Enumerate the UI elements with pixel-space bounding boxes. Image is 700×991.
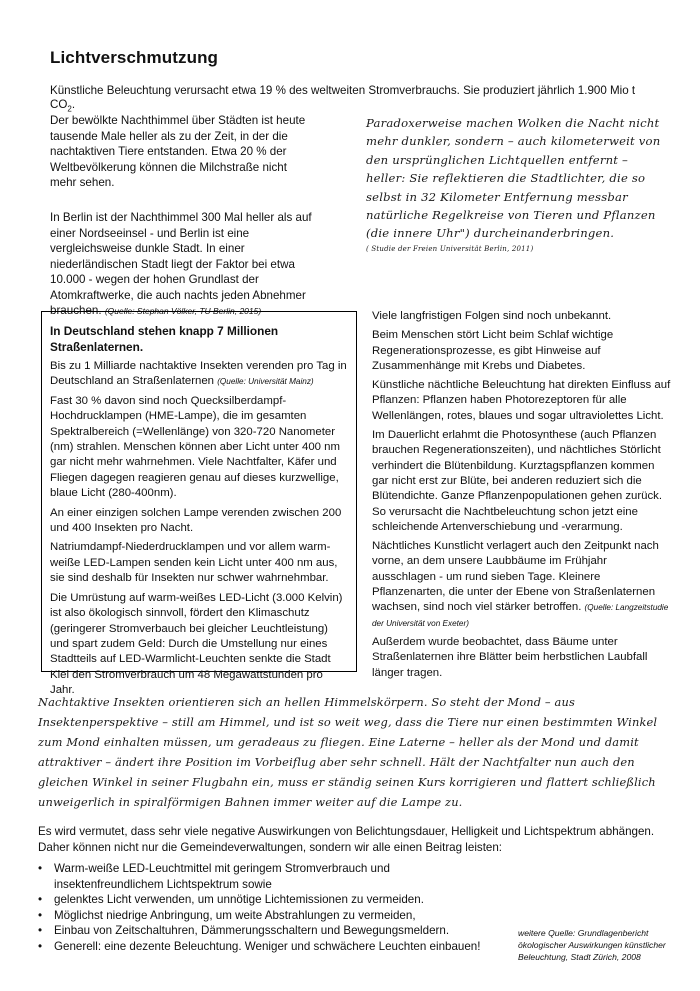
info-box-paragraph-1-text: Bis zu 1 Milliarde nachtaktive Insekten verenden pro Tag in Deutschland an Straßenlaternen [50,360,347,388]
list-item: • Generell: eine dezente Beleuchtung. Weniger und schwächere Leuchten einbauen! [38,939,498,955]
info-box-paragraph-4: Natriumdampf-Niederdrucklampen und vor allem warm-weiße LED-Lampen senden kein Licht unter 400 nm aus, sie sind deshalb für Insekten nur schwer wahrnehmbar. [50,541,338,585]
list-item: • gelenktes Licht verwenden, um unnötige Lichtemissionen zu vermeiden. [38,892,498,908]
right-paragraph-5 [372,539,672,631]
handwritten-quote-text: Paradoxerweise machen Wolken die Nacht nicht mehr dunkler, sondern – auch kilometerweit von den ursprünglichen Lichtquellen entfernt – heller: Sie reflektieren die Stadtlichter, die so selbst in 32 Kilometer Entfernung messbar natürliche Regelkreise von Tieren und Pflanzen (die innere Uhr") durcheinanderbringen. [366,116,661,241]
list-item: • Möglichst niedrige Anbringung, um weite Abstrahlungen zu vermeiden, [38,908,498,924]
info-box-paragraph-5: Die Umrüstung auf warm-weißes LED-Licht (3.000 Kelvin) ist also ökologisch sinnvoll, fördert den Klimaschutz (geringerer Stromverbauch bei gleicher Leuchtleistung) und spart zudem Geld: Durch die Umstellung nur eines Stadtteils auf LED-Warmlicht-Leuchten senkte die Stadt Kiel den Stromverbrauch um 48 Megawattstunden pro Jahr. [50,591,343,697]
right-paragraph-4: Im Dauerlicht erlahmt die Photosynthese (auch Pflanzen brauchen Regenerationszeiten), und nächtliches Störlicht verhindert die Blütenbildung. Kurztagspflanzen kommen gar nicht erst zur Blüte, bei anderen reduziert sich die Blütendichte. Ganze Pflanzenpopulationen gehen zurück. So verursacht die Nachtbeleuchtung schon jetzt eine schleichende Artenverschiebung und -verarmung. [372,429,663,533]
info-box-paragraph-1 [50,359,350,390]
source-citation: (Quelle: Universität Mainz) [217,377,314,387]
source-citation: (Quelle: Stephan Völker, TU Berlin, 2015) [104,306,262,316]
handwritten-quote-insects: Nachtaktive Insekten orientieren sich an hellen Himmelskörpern. So steht der Mond – aus Insektenperspektive – still am Himmel, und ist so weit weg, dass die Tiere nur einen bestimmten Winkel zum Mond einhalten müssen, um geradeaus zu fliegen. Eine Laterne – heller als der Mond und damit attraktiver – ändert ihre Position im Vorbeiflug aber sehr schnell. Hält der Nachtfalter nun auch den gleichen Winkel in seiner Flugbahn ein, muss er ständig seinen Kurs korrigieren und flattert schließlich unweigerlich in spiralförmigen Bahnen immer weiter auf die Lampe zu. [38,695,658,809]
info-box-paragraph-3: An einer einzigen solchen Lampe verenden zwischen 200 und 400 Insekten pro Nacht. [50,506,342,535]
right-paragraph-2: Beim Menschen stört Licht beim Schlaf wichtige Regenerationsprozesse, es gibt Hinweise auf Zusammenhänge mit Krebs und Diabetes. [372,329,614,372]
intro-end: . [71,98,76,111]
handwritten-quote-right [366,114,666,254]
further-reference: weitere Quelle: Grundlagenbericht ökologischer Auswirkungen künstlicher Beleuchtung, Stadt Zürich, 2008 [518,928,666,962]
intro-subscript: 2 [67,104,72,114]
info-box-streetlights [41,311,357,697]
info-box-paragraph-2: Fast 30 % davon sind noch Quecksilberdampf-Hochdrucklampen (HME-Lampe), die im gesamten Spektralbereich (=Wellenlänge) von 320-720 Nanometer (nm) strahlen. Menschen können aber Licht unter 400 nm gar nicht mehr wahrnehmen. Viele Nachtfalter, Käfer und Fliegen dagegen reagieren genau auf dieses kurzwellige, blaue Licht (280-400nm). [50,394,340,500]
right-paragraph-5-text: Nächtliches Kunstlicht verlagert auch den Zeitpunkt nach vorne, an dem unsere Laubbäume im Frühjahr ausschlagen - um rund sieben Tage. Kleinere Pflanzenarten, die unter der Ebene von Straßenlaternen wachsen, sind noch viel stärker betroffen. [372,540,659,614]
right-column [372,309,672,685]
list-item: • Warm-weiße LED-Leuchtmittel mit geringem Stromverbrauch und insektenfreundlichem Lichtspektrum sowie [38,861,498,892]
conclusion-paragraph: Es wird vermutet, dass sehr viele negative Auswirkungen von Belichtungsdauer, Helligkeit und Lichtspektrum abhängen. Daher können nicht nur die Gemeindeverwaltungen, sondern wir alle einen Beitrag leisten: [38,825,655,854]
page-title: Lichtverschmutzung [50,48,219,67]
source-citation: (Quelle: Langzeitstudie der Universität von Exeter) [372,603,669,628]
list-item: • Einbau von Zeitschaltuhren, Dämmerungsschaltern und Bewegungsmeldern. [38,923,498,939]
intro-text: Künstliche Beleuchtung verursacht etwa 19 % des weltweiten Stromverbrauchs. Sie produziert jährlich 1.900 Mio t CO [50,84,636,111]
right-paragraph-1: Viele langfristigen Folgen sind noch unbekannt. [372,310,612,322]
left-paragraph-2 [50,210,315,320]
handwritten-quote-note: ( Studie der Freien Universität Berlin, 2011) [366,244,534,253]
right-paragraph-3: Künstliche nächtliche Beleuchtung hat direkten Einfluss auf Pflanzen: Pflanzen haben Photorezeptoren für alle Wellenlängen, rotes, blaues und sogar ultraviolettes Licht. [372,379,671,422]
recommendation-list [38,861,498,954]
left-paragraph-2-text: In Berlin ist der Nachthimmel 300 Mal heller als auf einer Nordseeinsel - und Berlin ist eine vergleichsweise dunkle Stadt. In einer niederländischen Stadt liegt der Faktor bei etwa 10.000 - wegen der hohen Grundlast der Atomkraftwerke, die auch nachts jeden Abnehmer brauchen. [50,211,312,317]
info-box-heading: In Deutschland stehen knapp 7 Millionen Straßenlaternen. [50,324,279,354]
left-paragraph-1: Der bewölkte Nachthimmel über Städten ist heute tausende Male heller als zu der Zeit, in der die nachtaktiven Tiere entstanden. Etwa 20 % der Weltbevölkerung können die Milchstraße nicht mehr sehen. [50,114,306,189]
right-paragraph-6: Außerdem wurde beobachtet, dass Bäume unter Straßenlaternen ihre Blätter beim herbstlichen Laubfall länger tragen. [372,635,648,679]
intro-paragraph [50,84,660,116]
